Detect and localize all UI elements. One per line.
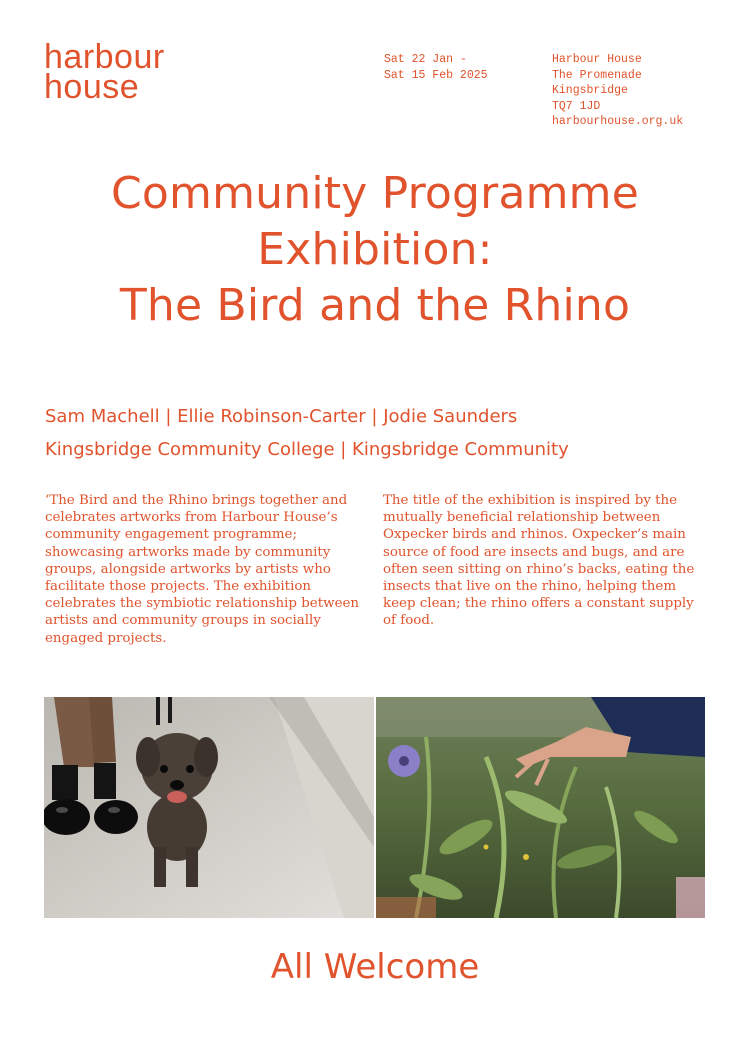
venue-address bbox=[552, 52, 683, 130]
address-line-2: The Promenade bbox=[552, 68, 642, 82]
address-line-3: Kingsbridge bbox=[552, 84, 628, 97]
date-start: Sat 22 Jan - bbox=[384, 53, 467, 66]
exhibition-title bbox=[0, 166, 750, 334]
community-groups: Kingsbridge Community College | Kingsbridge Community bbox=[45, 439, 569, 460]
harbour-house-logo bbox=[44, 38, 204, 112]
dog-photo-image bbox=[44, 697, 374, 918]
website-link[interactable]: harbourhouse.org.uk bbox=[552, 115, 684, 128]
plants-photo-image bbox=[376, 697, 705, 918]
plants-photo bbox=[376, 697, 705, 918]
title-line-3: The Bird and the Rhino bbox=[119, 280, 631, 331]
address-line-1: Harbour House bbox=[552, 53, 642, 66]
artist-names: Sam Machell | Ellie Robinson-Carter | Jodie Saunders bbox=[45, 406, 518, 427]
dog-photo bbox=[44, 697, 374, 918]
title-line-2: Exhibition: bbox=[257, 224, 493, 275]
address-line-4: TQ7 1JD bbox=[552, 99, 601, 113]
exhibition-dates bbox=[384, 52, 488, 83]
logo-line-2: house bbox=[44, 68, 140, 106]
title-line-1: Community Programme bbox=[110, 168, 640, 219]
all-welcome-heading: All Welcome bbox=[270, 947, 480, 987]
date-end: Sat 15 Feb 2025 bbox=[384, 68, 488, 82]
credits bbox=[45, 400, 569, 466]
intro-paragraph: ‘The Bird and the Rhino brings together and celebrates artworks from Harbour House’s community engagement programme; showcasing artworks made by community groups, alongside artworks by artists who facilitate those projects. The exhibition celebrates the symbiotic relationship between artists and community groups in socially engaged projects. bbox=[45, 493, 360, 646]
title-explanation-paragraph: The title of the exhibition is inspired by the mutually beneficial relationship between Oxpecker birds and rhinos. Oxpecker’s main source of food are insects and bugs, and are often seen sitting on rhino’s backs, eating the insects that live on the rhino, helping them keep clean; the rhino offers a constant supply of food. bbox=[383, 493, 695, 629]
logo-line-1: harbour bbox=[44, 38, 165, 76]
